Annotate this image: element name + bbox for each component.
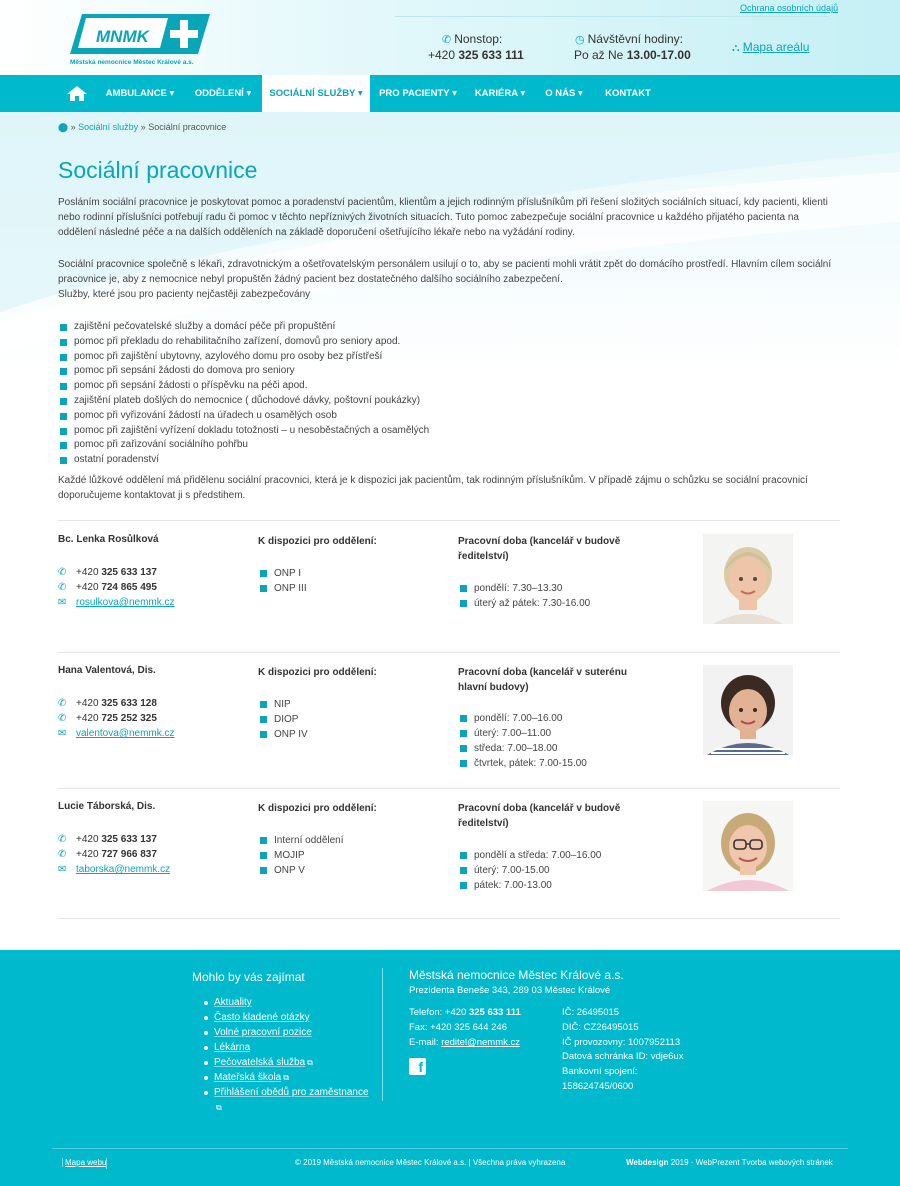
breadcrumb-current: Sociální pracovnice <box>148 122 227 132</box>
nonstop-phone-prefix: +420 <box>428 48 456 62</box>
bullet-square-icon <box>460 852 467 859</box>
bullet-square-icon <box>260 585 267 592</box>
footer-link-item <box>204 1070 374 1085</box>
contact-phone[interactable]: ✆ +420 325 633 137 <box>58 834 157 845</box>
bullet-square-icon <box>460 600 467 607</box>
logo-subtitle: Městská nemocnice Městec Králové a.s. <box>70 59 194 66</box>
footer-datova: Datová schránka ID: vdje6ux <box>562 1051 684 1062</box>
envelope-icon: ✉ <box>58 597 67 608</box>
list-item: pomoc při sepsání žádosti do domova pro seniory <box>60 364 429 379</box>
footer-link-item <box>204 1085 374 1115</box>
nav-oddeleni[interactable]: ODDĚLENÍ ▾ <box>194 88 252 99</box>
breadcrumb-parent[interactable]: Sociální služby <box>78 122 139 132</box>
list-item: čtvrtek, pátek: 7.00-15.00 <box>458 756 587 771</box>
external-link-icon: ⧉ <box>216 1103 222 1112</box>
goal-paragraph: Sociální pracovnice společně s lékaři, zdravotnickým a ošetřovatelským personálem usilují o to, aby se pacienti mohli vrátit zpět do domácího prostředí. Hlavním cílem sociální pracovnice je, aby z nemocnice nebyl propuštěn žádný pacient bez dostatečného dalšího sociálního zabezpečení. <box>58 259 832 285</box>
copyright: © 2019 Městská nemocnice Městec Králové a.s. | Všechna práva vyhrazena <box>295 1158 566 1167</box>
site-header <box>0 0 900 75</box>
contact-card-rosulkova <box>58 534 840 644</box>
list-item: pomoc při sepsání žádosti o příspěvku na péči apod. <box>60 379 429 394</box>
bullet-square-icon <box>260 570 267 577</box>
bullet-square-icon <box>60 324 67 331</box>
footer-fax: Fax: +420 325 644 246 <box>409 1022 507 1033</box>
assignment-paragraph: Každé lůžkové oddělení má přidělenu sociální pracovnici, která je k dispozici jak pacientům, tak rodinným příslušníkům. V případě zájmu o schůzku se sociální pracovnicí doporučujeme kontaktovat ji s předstihem. <box>58 475 808 501</box>
footer-link-jobs[interactable]: Volné pracovní pozice <box>214 1027 312 1038</box>
caret-down-icon: ▾ <box>246 88 252 99</box>
contact-email[interactable]: ✉ valentova@nemmk.cz <box>58 728 175 739</box>
footer-ic-prov: IČ provozovny: 1007952113 <box>562 1037 681 1048</box>
footer-link-item <box>204 1055 374 1070</box>
footer-link-care-service[interactable]: Pečovatelská služba <box>214 1057 306 1068</box>
nav-o-nas[interactable]: O NÁS ▾ <box>545 88 583 99</box>
caret-down-icon: ▾ <box>577 88 583 99</box>
hours-list <box>458 848 601 893</box>
bullet-square-icon <box>460 882 467 889</box>
bullet-square-icon <box>60 428 67 435</box>
footer-link-faq[interactable]: Často kladené otázky <box>214 1012 310 1023</box>
phone-icon: ✆ <box>58 567 67 578</box>
bullet-square-icon <box>260 701 267 708</box>
footer-link-item <box>204 995 374 1010</box>
list-item: pondělí: 7.00–16.00 <box>458 711 587 726</box>
main-nav <box>0 75 900 112</box>
bullet-square-icon <box>260 716 267 723</box>
visiting-hours <box>574 48 691 62</box>
list-item: MOJIP <box>258 848 344 863</box>
avatar <box>703 534 793 624</box>
list-item: Interní oddělení <box>258 833 344 848</box>
footer-interest-title: Mohlo by vás zajímat <box>192 970 305 984</box>
nonstop-phone[interactable] <box>428 48 524 62</box>
webdesign-link[interactable]: Tvorba webových stránek <box>741 1158 833 1167</box>
list-item: pomoc při zajištění ubytovny, azylového domu pro osoby bez přístřeší <box>60 350 429 365</box>
visiting-block <box>575 32 683 46</box>
contact-email[interactable]: ✉ taborska@nemmk.cz <box>58 864 171 875</box>
footer-bank-label: Bankovní spojení: <box>562 1066 638 1077</box>
avatar <box>703 801 793 891</box>
footer-link-item <box>204 1010 374 1025</box>
envelope-icon: ✉ <box>58 728 67 739</box>
footer-ic: IČ: 26495015 <box>562 1007 620 1018</box>
list-item: zajištění pečovatelské služby a domácí péče při propuštění <box>60 320 429 335</box>
list-item: úterý: 7.00–11.00 <box>458 726 587 741</box>
bullet-square-icon <box>60 368 67 375</box>
phone-icon: ✆ <box>58 834 67 845</box>
caret-down-icon: ▾ <box>520 88 526 99</box>
list-item: ONP III <box>258 581 307 596</box>
bullet-square-icon <box>60 398 67 405</box>
list-item: pátek: 7.00-13.00 <box>458 878 601 893</box>
footer-link-aktuality[interactable]: Aktuality <box>214 997 252 1008</box>
dept-list <box>258 697 308 742</box>
list-item: DIOP <box>258 712 308 727</box>
hours-list <box>458 581 590 611</box>
hours-heading: Pracovní doba (kancelář v budově ředitelství) <box>458 536 621 562</box>
footer-link-lunch[interactable]: Přihlášení obědů pro zaměstnance <box>214 1087 369 1098</box>
bullet-square-icon <box>260 852 267 859</box>
divider <box>58 520 840 521</box>
nonstop-label: Nonstop: <box>454 32 503 46</box>
footer-phone[interactable]: Telefon: +420 325 633 111 <box>409 1007 521 1018</box>
footer-link-pharmacy[interactable]: Lékárna <box>214 1042 251 1053</box>
bullet-square-icon <box>60 383 67 390</box>
list-item: ONP IV <box>258 727 308 742</box>
nonstop-phone-number: 325 633 111 <box>458 48 524 62</box>
phone-icon: ✆ <box>58 713 67 724</box>
nav-kariera[interactable]: KARIÉRA ▾ <box>474 88 526 99</box>
dept-list <box>258 833 344 878</box>
privacy-link[interactable]: Ochrana osobních údajů <box>740 3 839 13</box>
nav-socialni-sluzby[interactable]: SOCIÁLNÍ SLUŽBY ▾ <box>262 75 370 112</box>
contact-name: Bc. Lenka Rosůlková <box>58 534 159 545</box>
footer-email[interactable]: E-mail: reditel@nemmk.cz <box>409 1037 521 1048</box>
footer-company: Městská nemocnice Městec Králové a.s. <box>409 968 624 982</box>
nav-pro-pacienty[interactable]: PRO PACIENTY ▾ <box>379 88 457 99</box>
footer-bottom-divider <box>52 1148 848 1149</box>
divider <box>58 788 840 789</box>
breadcrumb <box>58 122 226 133</box>
phone-icon: ✆ <box>58 849 67 860</box>
services-list <box>60 320 429 468</box>
bullet-square-icon <box>260 731 267 738</box>
clock-icon: ◷ <box>575 34 585 46</box>
contact-card-taborska <box>58 801 840 911</box>
list-item: NIP <box>258 697 308 712</box>
bullet-square-icon <box>60 442 67 449</box>
nav-kontakt[interactable]: KONTAKT <box>605 88 651 99</box>
bullet-square-icon <box>460 867 467 874</box>
list-item: pomoc při vyřizování žádostí na úřadech u osamělých osob <box>60 409 429 424</box>
footer-bank: 158624745/0600 <box>562 1081 634 1092</box>
divider <box>58 652 840 653</box>
breadcrumb-sep: » <box>70 122 76 132</box>
list-item: ONP V <box>258 863 344 878</box>
bullet-square-icon <box>460 745 467 752</box>
list-item: ONP I <box>258 566 307 581</box>
hours-list <box>458 711 587 771</box>
services-intro: Služby, které jsou pro pacienty nejčastěji zabezpečovány <box>58 289 311 300</box>
footer-address: Prezidenta Beneše 343, 289 03 Městec Králové <box>409 985 611 996</box>
list-item: pondělí: 7.30–13.30 <box>458 581 590 596</box>
visiting-time: 13.00-17.00 <box>626 48 691 62</box>
list-item: pondělí a středa: 7.00–16.00 <box>458 848 601 863</box>
bullet-square-icon <box>460 715 467 722</box>
dept-heading: K dispozici pro oddělení: <box>258 536 377 547</box>
list-item: pomoc při zařizování sociálního pohřbu <box>60 438 429 453</box>
caret-down-icon: ▾ <box>452 88 457 99</box>
nonstop-block <box>442 32 502 46</box>
footer-link-item <box>204 1040 374 1055</box>
bullet-square-icon <box>260 837 267 844</box>
site-footer <box>0 950 900 1186</box>
contact-card-valentova <box>58 665 840 785</box>
bullet-square-icon <box>60 457 67 464</box>
list-item: pomoc při zajištění vyřízení dokladu totožnosti – u nesoběstačných a osamělých <box>60 424 429 439</box>
dept-heading: K dispozici pro oddělení: <box>258 667 377 678</box>
list-item: zajištění plateb došlých do nemocnice ( důchodové dávky, poštovní poukázky) <box>60 394 429 409</box>
home-icon[interactable] <box>66 85 88 102</box>
envelope-icon: ✉ <box>58 864 67 875</box>
contact-phone[interactable]: ✆ +420 325 633 128 <box>58 698 157 709</box>
footer-divider <box>382 968 383 1101</box>
hours-heading: Pracovní doba (kancelář v budově ředitelství) <box>458 803 621 829</box>
intro-paragraph: Posláním sociální pracovnice je poskytovat pomoc a poradenství pacientům, klientům a jejich rodinným příslušníkům při řešení složitých sociálních situací, kdy pacienti, klienti nebo rodinní příslušníci potřebují radu či pomoc v těchto nepříznivých životních situacích. Tuto pomoc zabezpečuje sociální pracovnice u každého přijatého pacienta na oddělení následné péče a na dalších odděleních na základě doporučení ošetřujícího lékaře nebo na vyžádání rodiny. <box>58 197 828 238</box>
avatar <box>703 665 793 755</box>
page-title: Sociální pracovnice <box>58 157 258 183</box>
bullet-square-icon <box>60 413 67 420</box>
bullet-square-icon <box>460 760 467 767</box>
sitemap-link[interactable]: Mapa webu <box>62 1158 106 1167</box>
footer-links <box>204 995 374 1115</box>
phone-icon: ✆ <box>442 34 452 46</box>
bullet-square-icon <box>60 354 67 361</box>
logo-text: MNMK <box>96 27 149 46</box>
list-item: úterý až pátek: 7.30-16.00 <box>458 596 590 611</box>
list-item: úterý: 7.00-15.00 <box>458 863 601 878</box>
external-link-icon: ⧉ <box>283 1073 289 1082</box>
location-pin-icon: ⬤ <box>58 122 69 132</box>
map-link[interactable]: Mapa areálu <box>742 40 810 54</box>
contact-mobile[interactable]: ✆ +420 727 966 837 <box>58 849 157 860</box>
contact-mobile[interactable]: ✆ +420 724 865 495 <box>58 582 157 593</box>
contact-email[interactable]: ✉ rosulkova@nemmk.cz <box>58 597 175 608</box>
list-item: ostatní poradenství <box>60 453 429 468</box>
dept-list <box>258 566 307 596</box>
footer-link-kindergarten[interactable]: Mateřská škola <box>214 1072 282 1083</box>
footer-link-item <box>204 1025 374 1040</box>
map-block[interactable] <box>732 40 809 55</box>
footer-dic: DIČ: CZ26495015 <box>562 1022 639 1033</box>
contact-phone[interactable]: ✆ +420 325 633 137 <box>58 567 157 578</box>
bullet-square-icon <box>260 867 267 874</box>
phone-icon: ✆ <box>58 582 67 593</box>
caret-down-icon: ▾ <box>357 88 363 99</box>
phone-icon: ✆ <box>58 698 67 709</box>
map-icon: ⛬ <box>732 42 740 54</box>
divider <box>58 918 840 919</box>
header-divider <box>395 16 829 17</box>
bullet-square-icon <box>460 730 467 737</box>
dept-heading: K dispozici pro oddělení: <box>258 803 377 814</box>
caret-down-icon: ▾ <box>169 88 175 99</box>
bullet-square-icon <box>460 585 467 592</box>
facebook-icon[interactable]: f <box>409 1058 426 1075</box>
nav-ambulance[interactable]: AMBULANCE ▾ <box>105 88 175 99</box>
breadcrumb-sep: » <box>140 122 146 132</box>
contact-mobile[interactable]: ✆ +420 725 252 325 <box>58 713 157 724</box>
sitemap-divider <box>106 1158 107 1169</box>
list-item: středa: 7.00–18.00 <box>458 741 587 756</box>
list-item: pomoc při překladu do rehabilitačního zařízení, domovů pro seniory apod. <box>60 335 429 350</box>
contact-name: Hana Valentová, Dis. <box>58 665 156 676</box>
visiting-label: Návštěvní hodiny: <box>587 32 683 46</box>
webdesign-credit: Webdesign 2019 · WebPrezent Tvorba webových stránek <box>626 1158 833 1167</box>
contact-name: Lucie Táborská, Dis. <box>58 801 156 812</box>
bullet-square-icon <box>60 339 67 346</box>
hours-heading: Pracovní doba (kancelář v suterénu hlavní budovy) <box>458 667 627 693</box>
logo[interactable] <box>68 12 214 66</box>
external-link-icon: ⧉ <box>307 1058 313 1067</box>
visiting-days: Po až Ne <box>574 48 624 62</box>
